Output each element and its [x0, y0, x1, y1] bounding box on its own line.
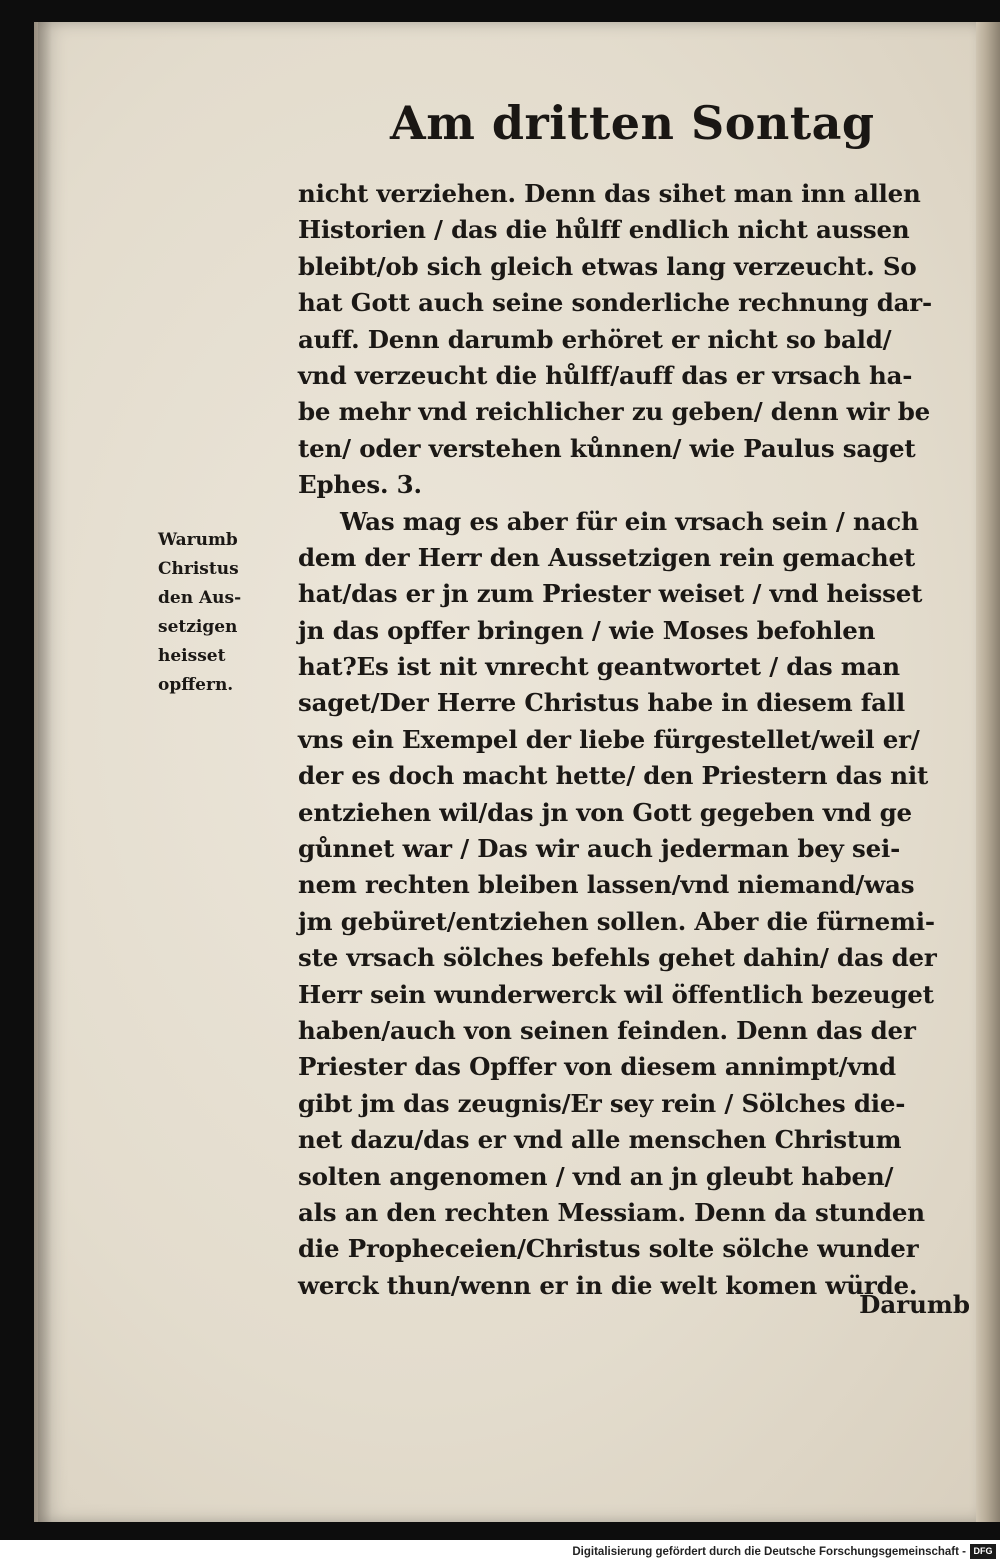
footer-bar: [0, 1540, 1000, 1562]
text-line: nicht verziehen. Denn das sihet man inn allen: [298, 179, 921, 208]
text-line: Historien / das die hůlff endlich nicht aussen: [298, 215, 910, 245]
text-line: die Propheceien/Christus solte sölche wunder: [298, 1234, 919, 1264]
text-line: vnd verzeucht die hůlff/auff das er vrsach ha-: [298, 360, 913, 390]
marginal-note-line: heisset: [158, 646, 226, 666]
text-line: jn das opffer bringen / wie Moses befohlen: [298, 615, 876, 645]
text-line: vns ein Exempel der liebe fürgestellet/weil er/: [298, 724, 920, 754]
text-line: Was mag es aber für ein vrsach sein / nach: [340, 506, 919, 536]
text-line: hat Gott auch seine sonderliche rechnung dar-: [298, 288, 932, 318]
text-line: dem der Herr den Aussetzigen rein gemachet: [298, 542, 915, 572]
text-line: haben/auch von seinen feinden. Denn das der: [298, 1015, 916, 1045]
marginal-note-line: opffern.: [158, 675, 234, 695]
text-line: saget/Der Herre Christus habe in diesem fall: [298, 688, 906, 718]
marginal-note-line: setzigen: [158, 617, 238, 637]
text-line: hat?Es ist nit vnrecht geantwortet / das man: [298, 652, 900, 682]
text-line: gibt jm das zeugnis/Er sey rein / Sölches die-: [298, 1088, 906, 1118]
text-line: net dazu/das er vnd alle menschen Christum: [298, 1125, 902, 1155]
text-line: werck thun/wenn er in die welt komen würde.: [298, 1270, 918, 1300]
marginal-note-line: Christus: [158, 559, 239, 579]
running-head: Am dritten Sontag: [390, 96, 875, 150]
marginal-note-line: Warumb: [158, 530, 238, 550]
marginal-note-line: den Aus-: [158, 588, 242, 608]
catchword: Darumb: [859, 1290, 970, 1319]
text-line: bleibt/ob sich gleich etwas lang verzeucht. So: [298, 251, 917, 281]
text-line: hat/das er jn zum Priester weiset / vnd heisset: [298, 579, 923, 609]
text-line: be mehr vnd reichlicher zu geben/ denn wir be: [298, 397, 931, 427]
text-line: entziehen wil/das jn von Gott gegeben vnd ge: [298, 797, 912, 827]
marginal-note: [158, 526, 290, 700]
page-edge: [976, 22, 1000, 1522]
text-line: gůnnet war / Das wir auch jederman bey sei-: [298, 834, 901, 864]
body-text: [298, 176, 978, 1304]
funding-credit: Digitalisierung gefördert durch die Deutsche Forschungsgemeinschaft -: [572, 1546, 966, 1558]
text-line: Ephes. 3.: [298, 470, 422, 500]
text-line: Herr sein wunderwerck wil öffentlich bezeuget: [298, 979, 934, 1009]
text-line: jm gebüret/entziehen sollen. Aber die fürnemi-: [298, 906, 935, 936]
dfg-logo: DFG: [970, 1544, 996, 1559]
text-line: auff. Denn darumb erhöret er nicht so bald/: [298, 324, 892, 354]
text-line: ste vrsach sölches befehls gehet dahin/ das der: [298, 943, 937, 973]
text-line: Priester das Opffer von diesem annimpt/vnd: [298, 1052, 896, 1082]
text-line: als an den rechten Messiam. Denn da stunden: [298, 1197, 925, 1227]
gutter-shadow: [34, 22, 52, 1522]
text-line: ten/ oder verstehen kůnnen/ wie Paulus saget: [298, 433, 916, 463]
text-line: solten angenomen / vnd an jn gleubt haben/: [298, 1161, 894, 1191]
text-line: der es doch macht hette/ den Priestern das nit: [298, 761, 929, 791]
text-line: nem rechten bleiben lassen/vnd niemand/was: [298, 870, 915, 900]
